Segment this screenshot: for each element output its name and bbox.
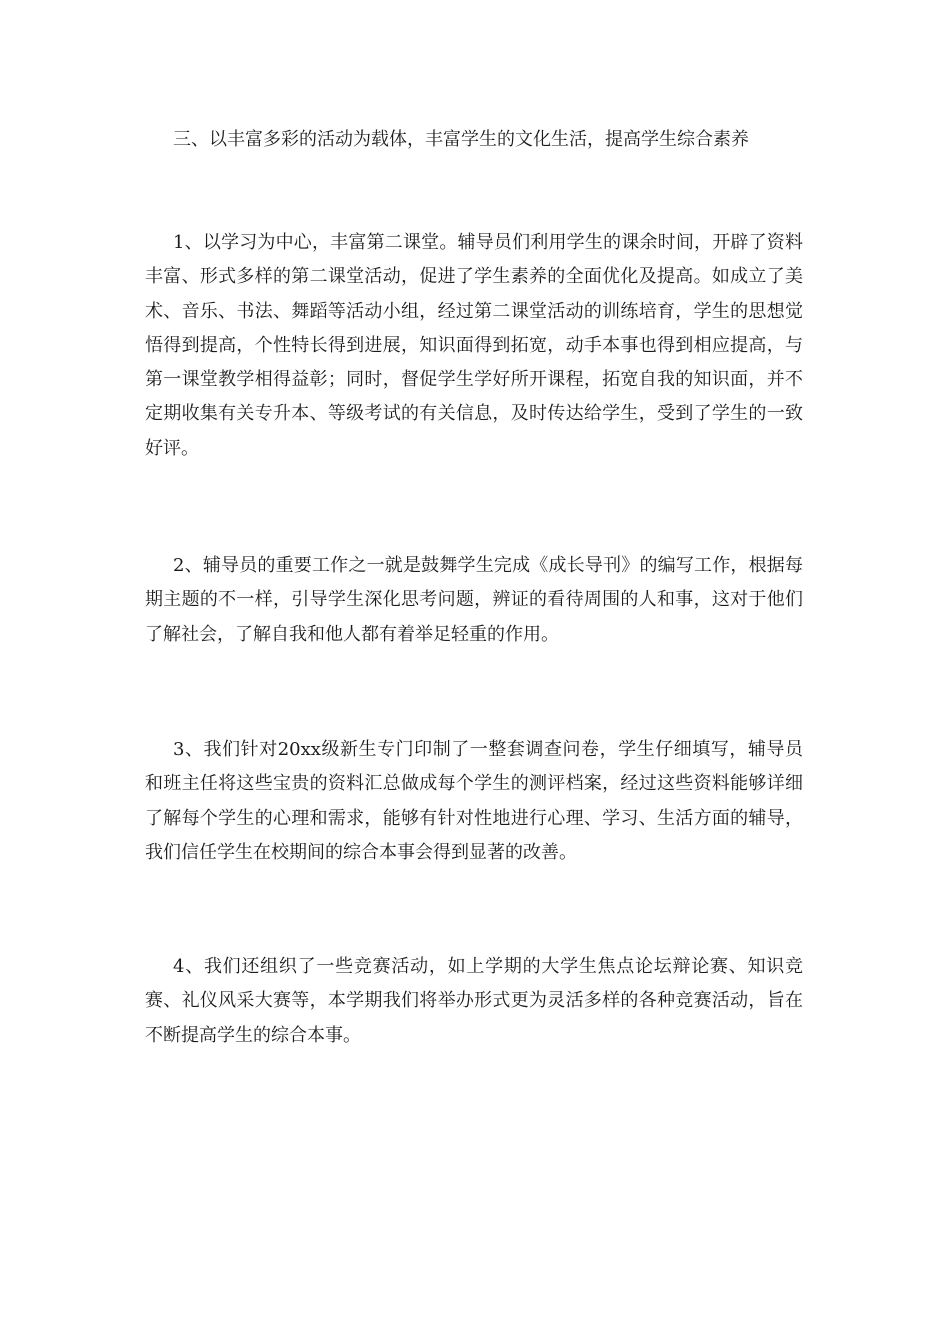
paragraph-2: 2、辅导员的重要工作之一就是鼓舞学生完成《成长导刊》的编写工作，根据每期主题的不一样，引导学生深化思考问题，辨证的看待周围的人和事，这对于他们了解社会，了解自我和他人都有着举足轻重的作用。 <box>145 555 803 645</box>
section-heading: 三、以丰富多彩的活动为载体，丰富学生的文化生活，提高学生综合素养 <box>173 129 749 150</box>
paragraph-3: 3、我们针对20xx级新生专门印制了一整套调查问卷，学生仔细填写，辅导员和班主任将这些宝贵的资料汇总做成每个学生的测评档案，经过这些资料能够详细了解每个学生的心理和需求，能够有针对性地进行心理、学习、生活方面的辅导，我们信任学生在校期间的综合本事会得到显著的改善。 <box>145 739 803 863</box>
paragraph-1: 1、以学习为中心，丰富第二课堂。辅导员们利用学生的课余时间，开辟了资料丰富、形式多样的第二课堂活动，促进了学生素养的全面优化及提高。如成立了美术、音乐、书法、舞蹈等活动小组，经过第二课堂活动的训练培育，学生的思想觉悟得到提高，个性特长得到进展，知识面得到拓宽，动手本事也得到相应提高，与第一课堂教学相得益彰；同时，督促学生学好所开课程，拓宽自我的知识面，并不定期收集有关专升本、等级考试的有关信息，及时传达给学生，受到了学生的一致好评。 <box>145 232 803 459</box>
paragraph-4: 4、我们还组织了一些竞赛活动，如上学期的大学生焦点论坛辩论赛、知识竞赛、礼仪风采大赛等，本学期我们将举办形式更为灵活多样的各种竞赛活动，旨在不断提高学生的综合本事。 <box>145 956 803 1046</box>
